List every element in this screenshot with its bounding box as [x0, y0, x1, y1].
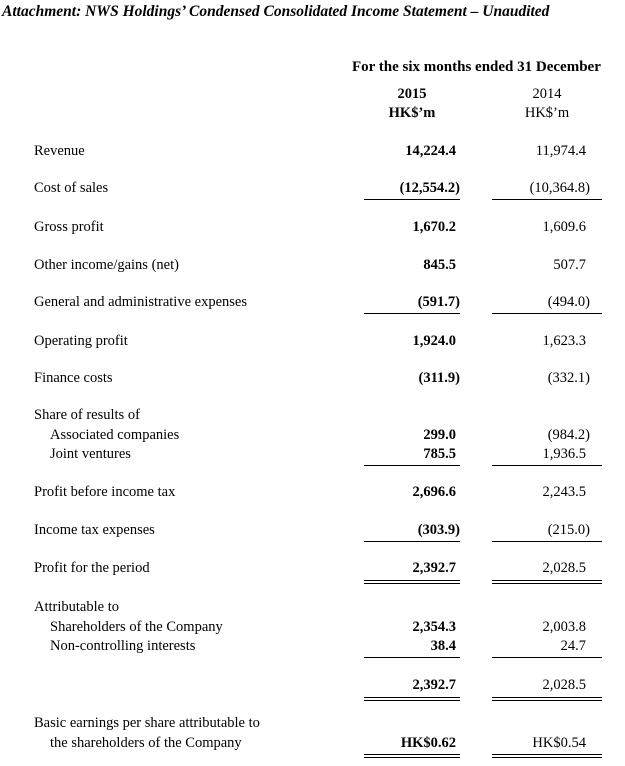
row-label-revenue: Revenue — [34, 143, 85, 159]
row-label-profit-before-tax: Profit before income tax — [34, 484, 176, 500]
column-unit-2014: HK$’m — [524, 105, 570, 121]
double-underline-2014 — [492, 754, 602, 755]
value-2015-profit-before-tax: 2,696.6 — [412, 484, 456, 500]
value-2014-ga-expenses: (494.0) — [547, 294, 590, 310]
value-2014-eps: HK$0.54 — [532, 735, 586, 751]
row-label-gross-profit: Gross profit — [34, 219, 104, 235]
section-label-share-of-results: Share of results of — [34, 407, 140, 423]
value-2014-cost-of-sales: (10,364.8) — [529, 180, 590, 196]
underline-2014 — [492, 199, 602, 200]
row-label-income-tax: Income tax expenses — [34, 522, 155, 538]
row-label-ga-expenses: General and administrative expenses — [34, 294, 247, 310]
underline-2015 — [364, 541, 460, 542]
row-label-cost-of-sales: Cost of sales — [34, 180, 109, 196]
value-2014-shareholders: 2,003.8 — [542, 619, 586, 635]
underline-2014 — [492, 465, 602, 466]
double-underline-2015 — [364, 583, 460, 584]
double-underline-2015 — [364, 700, 460, 701]
section-label-attributable-to: Attributable to — [34, 599, 119, 615]
value-2014-operating-profit: 1,623.3 — [542, 333, 586, 349]
row-label-associated-companies: Associated companies — [50, 427, 180, 443]
value-2015-finance-costs: (311.9) — [418, 370, 460, 386]
underline-2015 — [364, 465, 460, 466]
value-2015-cost-of-sales: (12,554.2) — [399, 180, 460, 196]
row-label-eps-line1: Basic earnings per share attributable to — [34, 715, 260, 731]
underline-2014 — [492, 657, 602, 658]
value-2015-shareholders: 2,354.3 — [412, 619, 456, 635]
value-2014-gross-profit: 1,609.6 — [542, 219, 586, 235]
column-unit-2015: HK$’m — [388, 105, 436, 121]
value-2014-joint-ventures: 1,936.5 — [542, 446, 586, 462]
value-2014-profit-for-period: 2,028.5 — [542, 560, 586, 576]
value-2014-total-attributable: 2,028.5 — [542, 677, 586, 693]
underline-2015 — [364, 657, 460, 658]
value-2015-other-income: 845.5 — [423, 257, 456, 273]
double-underline-2015 — [364, 754, 460, 755]
document-title: Attachment: NWS Holdings’ Condensed Consolidated Income Statement – Unaudited — [2, 3, 550, 20]
double-underline-2015 — [364, 757, 460, 758]
value-2014-profit-before-tax: 2,243.5 — [542, 484, 586, 500]
underline-2015 — [364, 313, 460, 314]
row-label-eps-line2: the shareholders of the Company — [50, 735, 242, 751]
column-year-2015: 2015 — [397, 86, 427, 102]
row-label-other-income: Other income/gains (net) — [34, 257, 179, 273]
double-underline-2014 — [492, 697, 602, 698]
double-underline-2014 — [492, 757, 602, 758]
value-2015-total-attributable: 2,392.7 — [412, 677, 456, 693]
row-label-finance-costs: Finance costs — [34, 370, 113, 386]
value-2015-profit-for-period: 2,392.7 — [412, 560, 456, 576]
value-2015-operating-profit: 1,924.0 — [412, 333, 456, 349]
double-underline-2014 — [492, 583, 602, 584]
row-label-joint-ventures: Joint ventures — [50, 446, 131, 462]
value-2014-other-income: 507.7 — [553, 257, 586, 273]
double-underline-2015 — [364, 580, 460, 581]
double-underline-2014 — [492, 580, 602, 581]
value-2015-gross-profit: 1,670.2 — [412, 219, 456, 235]
value-2015-ga-expenses: (591.7) — [417, 294, 460, 310]
underline-2015 — [364, 199, 460, 200]
row-label-shareholders: Shareholders of the Company — [50, 619, 223, 635]
value-2015-income-tax: (303.9) — [417, 522, 460, 538]
value-2014-non-controlling: 24.7 — [560, 638, 586, 654]
value-2014-associated-companies: (984.2) — [547, 427, 590, 443]
row-label-operating-profit: Operating profit — [34, 333, 128, 349]
value-2014-finance-costs: (332.1) — [547, 370, 590, 386]
underline-2014 — [492, 313, 602, 314]
double-underline-2014 — [492, 700, 602, 701]
underline-2014 — [492, 541, 602, 542]
double-underline-2015 — [364, 697, 460, 698]
row-label-non-controlling: Non-controlling interests — [50, 638, 196, 654]
value-2015-revenue: 14,224.4 — [405, 143, 456, 159]
value-2015-associated-companies: 299.0 — [423, 427, 456, 443]
value-2015-non-controlling: 38.4 — [430, 638, 456, 654]
row-label-profit-for-period: Profit for the period — [34, 560, 150, 576]
column-year-2014: 2014 — [532, 86, 562, 102]
value-2015-joint-ventures: 785.5 — [423, 446, 456, 462]
value-2014-income-tax: (215.0) — [547, 522, 590, 538]
period-header: For the six months ended 31 December — [352, 59, 601, 75]
value-2014-revenue: 11,974.4 — [535, 143, 586, 159]
value-2015-eps: HK$0.62 — [400, 735, 456, 751]
